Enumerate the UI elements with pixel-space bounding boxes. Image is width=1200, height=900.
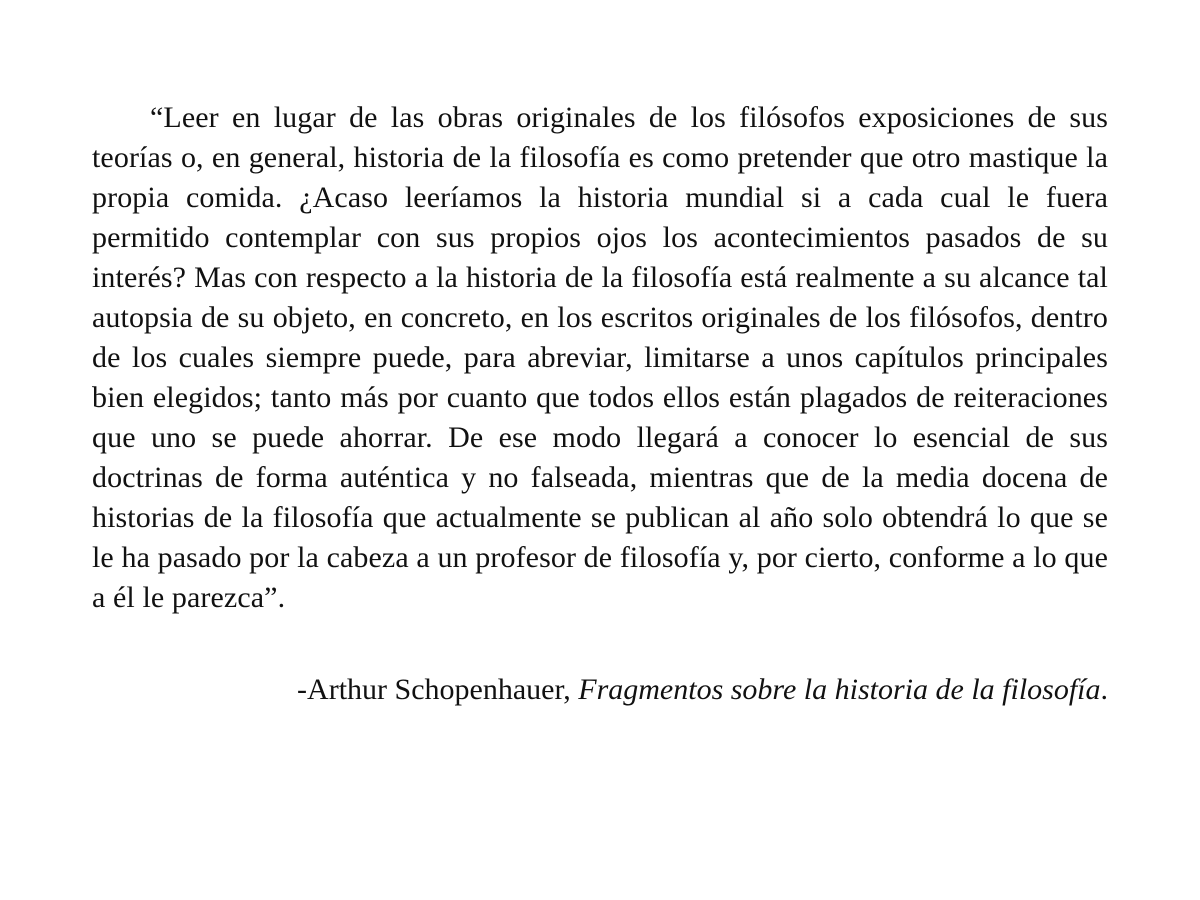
document-page (92, 98, 1108, 710)
attribution-line (92, 670, 1108, 710)
attribution-author: -Arthur Schopenhauer, (297, 673, 579, 706)
attribution-work-title: Fragmentos sobre la historia de la filosofía (578, 673, 1101, 706)
attribution-end-punctuation: . (1100, 673, 1108, 706)
quote-paragraph: “Leer en lugar de las obras originales de los filósofos exposiciones de sus teorías o, en general, historia de la filosofía es como pretender que otro mastique la propia comida. ¿Acaso leeríamos la historia mundial si a cada cual le fuera permitido contemplar con sus propios ojos los acontecimientos pasados de su interés? Mas con respecto a la historia de la filosofía está realmente a su alcance tal autopsia de su objeto, en concreto, en los escritos originales de los filósofos, dentro de los cuales siempre puede, para abreviar, limitarse a unos capítulos principales bien elegidos; tanto más por cuanto que todos ellos están plagados de reiteraciones que uno se puede ahorrar. De ese modo llegará a conocer lo esencial de sus doctrinas de forma auténtica y no falseada, mientras que de la media docena de historias de la filosofía que actualmente se publican al año solo obtendrá lo que se le ha pasado por la cabeza a un profesor de filosofía y, por cierto, conforme a lo que a él le parezca”. (92, 101, 1108, 614)
